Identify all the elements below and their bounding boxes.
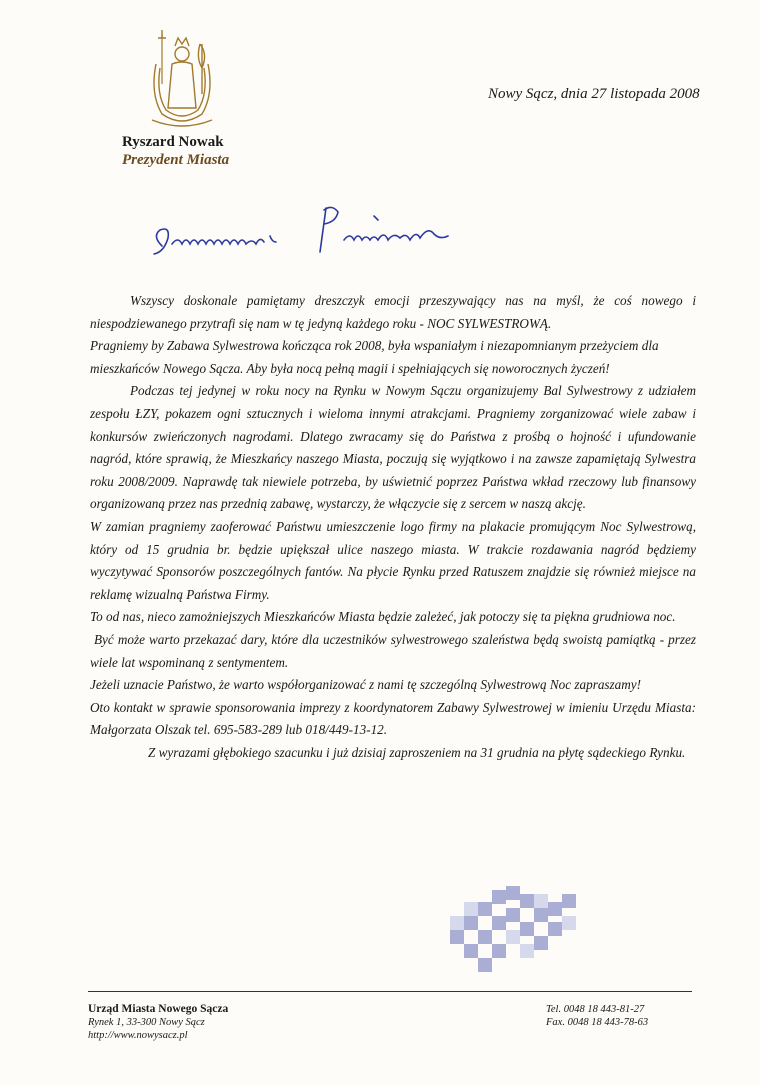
footer-address-block [88, 1003, 228, 1042]
paragraph-event: Podczas tej jedynej w roku nocy na Rynku w Nowym Sączu organizujemy Bal Sylwestrowy z udziałem zespołu ŁZY, pokazem ogni sztucznych i wieloma innymi atrakcjami. Pragniemy zorganizować wiele zabaw i konkursów zwieńczonych nagrodami. Dlatego zwracamy się do Państwa z prośbą o hojność i ufundowanie nagród, które sprawią, że Mieszkańcy naszego Miasta, poczują się wyjątkowo i na zawsze zapamiętają Sylwestra roku 2008/2009. Naprawdę tak niewiele potrzeba, by uświetnić poprzez Państwa wkład rzeczowy lub finansowy organizowaną przez nas przednią zabawę, wystarczy, że włączycie się z sercem w naszą akcję. [90, 383, 696, 512]
paragraph-contact: Oto kontakt w sprawie sponsorowania imprezy z koordynatorem Zabawy Sylwestrowej w imieniu Urzędu Miasta: Małgorzata Olszak tel. 695-583-289 lub 018/449-13-12. [90, 699, 696, 738]
footer-fax: Fax. 0048 18 443-78-63 [546, 1017, 649, 1028]
footer-org-name: Urząd Miasta Nowego Sącza [88, 1003, 229, 1015]
paragraph-offer: W zamian pragniemy zaoferować Państwu umieszczenie logo firmy na plakacie promującym Noc Sylwestrową, który od 15 grudnia br. będzie upiększał ulice naszego miasta. W trakcie rozdawania nagród będziemy wyczytywać Sponsorów poszczególnych fantów. Na płycie Rynku przed Ratuszem znajdzie się również miejsce na reklamę wizualną Państwa Firmy. [90, 518, 696, 602]
paragraph-wish: Pragniemy by Zabawa Sylwestrowa kończąca rok 2008, była wspaniałym i niezapomnianym przeżyciem dla mieszkańców Nowego Sącza. Aby była nocą pełną magii i spełniających się noworocznych życzeń! [90, 338, 659, 376]
paragraph-wealthy: To od nas, nieco zamożniejszych Mieszkańców Miasta będzie zależeć, jak potoczy się ta piękna grudniowa noc. [90, 609, 676, 625]
sender-name: Ryszard Nowak [122, 134, 224, 150]
sender-title: Prezydent Miasta [122, 152, 230, 168]
paragraph-intro: Wszyscy doskonale pamiętamy dreszczyk emocji przeszywający nas na myśl, że coś nowego i niespodziewanego przytrafi się nam w tę jedyną każdego roku - NOC SYLWESTROWĄ. [90, 293, 696, 331]
footer-contact-block [546, 1003, 648, 1029]
footer-divider [88, 991, 692, 992]
paragraph-invite: Jeżeli uznacie Państwo, że warto współorganizować z nami tę szczególną Sylwestrową Noc zapraszamy! [90, 677, 642, 693]
footer-phone: Tel. 0048 18 443-81-27 [546, 1004, 645, 1015]
place-date: Nowy Sącz, dnia 27 listopada 2008 [488, 86, 700, 102]
paragraph-closing: Z wyrazami głębokiego szacunku i już dzisiaj zaproszeniem na 31 grudnia na płytę sądeckiego Rynku. [148, 744, 686, 760]
letter-body [90, 290, 696, 764]
footer-website-link[interactable]: http://www.nowysacz.pl [88, 1030, 188, 1041]
city-crest-icon [142, 24, 222, 130]
blurred-signature [438, 872, 598, 982]
footer-address: Rynek 1, 33-300 Nowy Sącz [88, 1017, 205, 1028]
paragraph-gifts: Być może warto przekazać dary, które dla uczestników sylwestrowego szaleństwa będą swoistą pamiątką - przez wiele lat wspominaną z sentymentem. [90, 631, 696, 670]
handwritten-salutation [148, 196, 498, 270]
